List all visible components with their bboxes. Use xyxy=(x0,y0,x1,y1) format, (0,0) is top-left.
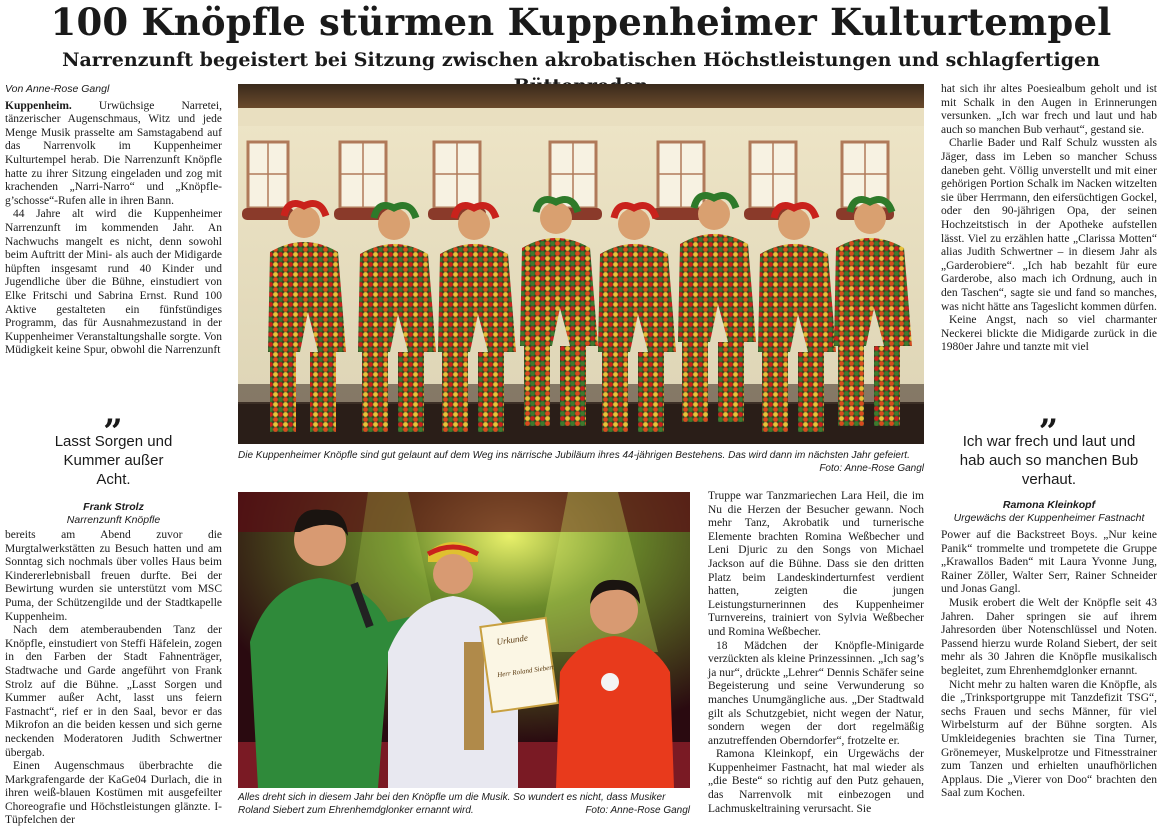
paragraph xyxy=(5,100,222,209)
paragraph: 18 Mädchen der Knöpfle-Minigarde verzückten als kleine Prinzessinnen. „Ich sag’s ja nur“, drückte „Lehrer“ Dennis Schäfer seine Begeisterung und seine Verwunderung so manches Unumgängliche aus. „Der Stadtwald gilt als Schutzgebiet, nicht wegen der Natur, sondern wegen der dort regelmäßig anzutreffenden Oberndorfer“, frotzelte er. xyxy=(708,639,924,747)
stage-photo-illustration xyxy=(238,84,924,444)
quote-mark: „ xyxy=(103,393,124,433)
paragraph: Keine Angst, nach so viel charmanter Neckerei blickte die Midigarde zurück in die 1980er Jahre und tanzte mit viel xyxy=(941,314,1157,354)
pull-quote-1 xyxy=(5,393,222,527)
quote-author-role: Narrenzunft Knöpfle xyxy=(66,514,161,526)
photo-2-caption xyxy=(238,792,690,817)
dateline: Kuppenheim. xyxy=(5,99,72,112)
quote-author-name: Frank Strolz xyxy=(83,501,144,513)
paragraph: Musik erobert die Welt der Knöpfle seit 43 Jahren. Daher springen sie auf ihrem Jahresorden über Notenschlüssel und Noten. Passend hierzu wurde Roland Siebert, der seit mehr als 30 Jahren die Knöpfle musikalisch begleitet, zum Ehrenhemdglonker ernannt. xyxy=(941,596,1157,677)
photo-award-ceremony xyxy=(238,492,690,788)
paragraph: hat sich ihr altes Poesiealbum geholt und ist mit Schalk in den Augen in Erinnerungen versunken. „Ich war frech und laut und hab auch so manchen Bub verhaut“, gestand sie. xyxy=(941,83,1157,136)
byline: Von Anne-Rose Gangl xyxy=(5,83,110,95)
photo-knoepfle-dancers xyxy=(238,84,924,444)
paragraph: bereits am Abend zuvor die Murgtalwerkstätten zu Besuch hatten und am Sonntag sich nochmals über volles Haus beim Kindererlebnisball freuen durfte. Bei der Bewirtung wurden sie unterstützt vom MSC Puma, der Schützengilde und der Stadtkapelle Kuppenheim. xyxy=(5,529,222,623)
column-4-bottom xyxy=(941,529,1157,801)
column-1-top xyxy=(5,83,222,358)
quote-author-name: Ramona Kleinkopf xyxy=(1002,499,1096,511)
column-1-bottom xyxy=(5,529,222,828)
paragraph: Ramona Kleinkopf, ein Urgewächs der Kuppenheimer Fastnacht, hat mal wieder als „die Beste“ so richtig auf den Putz gehauen, das Narrenvolk mit einbezogen und Lachmuskeltraining verursacht. Sie xyxy=(708,748,924,815)
photo-credit: Foto: Anne-Rose Gangl xyxy=(585,804,690,816)
paragraph: Power auf die Backstreet Boys. „Nur keine Panik“ trommelte und trompetete die Gruppe „Krawallos Baden“ mit Laura Yvonne Jung, Rainer Zöller, Walter Serr, Rainer Schneider und Jonas Gangl. xyxy=(941,529,1157,596)
quote-author-role: Urgewächs der Kuppenheimer Fastnacht xyxy=(953,512,1145,524)
paragraph: Charlie Bader und Ralf Schulz wussten als Jäger, dass im Leben so mancher Schuss daneben geht. Völlig unverstellt und mit einer gehörigen Portion Schalk im Nacken witzelten sie über Herrmann, den eifersüchtigen Gockel, oder den 90-jährigen Opa, der seinen Hochzeitstisch in der Apotheke aufstellen lässt. Viel zu erzählen hatte „Clarissa Motten“ alias Judith Schwertner – in diesem Jahr als „Garderobiere“. „Ich hab bezahlt für eure Garderobe, also mach ich Ordnung, auch in den Taschen“, sagte sie und fand so manches, was nicht hätte ans Tageslicht kommen dürfen. xyxy=(941,137,1157,313)
subheadline: Narrenzunft begeistert bei Sitzung zwischen akrobatischen Höchstleistungen und schlagfertigen xyxy=(62,49,1100,71)
column-3 xyxy=(708,490,924,816)
paragraph: Nicht mehr zu halten waren die Knöpfle, als die „Trinksportgruppe mit Tanzdefizit TSG“, sechs Frauen und sechs Männer, für viel Wirbelsturm auf der Bühne sorgten. Als Umkleidegenies brachten sie Tina Turner, Grönemeyer, Muskelprotze und Fitnesstrainer zum Tanzen und erhielten unaufhörlichen Applaus. Die „Vierer von Doo“ brachten den Saal zum Kochen. xyxy=(941,678,1157,800)
caption-text: Die Kuppenheimer Knöpfle sind gut gelaunt auf dem Weg ins närrische Jubiläum ihres 44-jährigen Bestehens. Das wird dann im nächsten Jahr gefeiert. xyxy=(238,450,910,461)
quote-text: Lasst Sorgen und Kummer außer Acht. xyxy=(54,433,173,488)
certificate xyxy=(480,618,557,712)
photo-1-caption xyxy=(238,450,924,475)
certificate-title: Urkunde xyxy=(495,632,529,647)
photo-credit: Foto: Anne-Rose Gangl xyxy=(819,462,924,474)
caption-text: Alles dreht sich in diesem Jahr bei den Knöpfle um die Musik. So wundert es nicht, dass Musiker Roland Siebert zum Ehrenhemdglonker ernannt wird. xyxy=(238,792,666,816)
certificate-name: Herr Roland Siebert xyxy=(496,663,555,680)
column-4-top xyxy=(941,83,1157,355)
headline: 100 Knöpfle stürmen Kuppenheimer Kulturtempel xyxy=(50,0,1112,44)
pull-quote-2 xyxy=(941,393,1157,525)
award-photo-illustration xyxy=(238,492,690,788)
paragraph: Einen Augenschmaus überbrachte die Markgrafengarde der KaGe04 Durlach, die in ihren weiß-blauen Kostümen mit ausgefeilter Choreografie und Höchstleistungen glänzte. I-Tüpfelchen der xyxy=(5,760,222,827)
paragraph: 44 Jahre alt wird die Kuppenheimer Narrenzunft im kommenden Jahr. An Nachwuchs mangelt es nicht, denn sowohl beim Auftritt der Mini- als auch der Midigarde hüpften insgesamt rund 40 Kinder und Jugendliche über die Bühne, einstudiert von Elke Fritschi und Sabrina Ernst. Rund 100 Aktive gestalteten ein fünfstündiges Programm, das für Ausnahmezustand in der Kuppenheimer Veranstaltungshalle sorgte. Von Müdigkeit keine Spur, obwohl die Narrenzunft xyxy=(5,208,222,357)
quote-text: Ich war frech und laut und hab auch so manchen Bub verhaut. xyxy=(959,433,1139,488)
paragraph: Truppe war Tanzmariechen Lara Heil, die im Nu die Herzen der Besucher gewann. Noch mehr Tanz, Akrobatik und turnerische Elemente brachten Romina Weßbecher und Leni Djuric zu den Songs von Michael Jackson auf die Bühne. Dass sie den dritten Platz beim Landeskinderturnfest verdient hatten, zeigten die jungen Leistungsturnerinnen des Kuppenheimer Turnvereins, trainiert von Sylvia Weßbecher und Romina Weßbecher. xyxy=(708,490,924,638)
quote-mark: „ xyxy=(1039,393,1059,433)
paragraph-text: Urwüchsige Narretei, tänzerischer Augenschmaus, Witz und jede Menge Musik prasselte am Samstagabend auf das Narrenvolk im Kuppenheimer Kulturtempel herab. Die Narrenzunft Knöpfle hatte zu ihrer Sitzung eingeladen und zog mit krachenden „Narri-Narro“ und „Knöpfle-g’schosse“-Rufen alle in ihren Bann. xyxy=(5,99,222,207)
paragraph: Nach dem atemberaubenden Tanz der Knöpfle, einstudiert von Steffi Häfelein, zogen in den Farben der Stadt Fahnenträger, Stadtwache und Garde angeführt von Frank Strolz auf die Bühne. „Lasst Sorgen und Kummer außer Acht, lasst uns feiern Fastnacht“, rief er in den Saal, bevor er das Mikrofon an die beiden kessen und sich gerne neckenden Moderatoren Judith Schwertner übergab. xyxy=(5,624,222,759)
